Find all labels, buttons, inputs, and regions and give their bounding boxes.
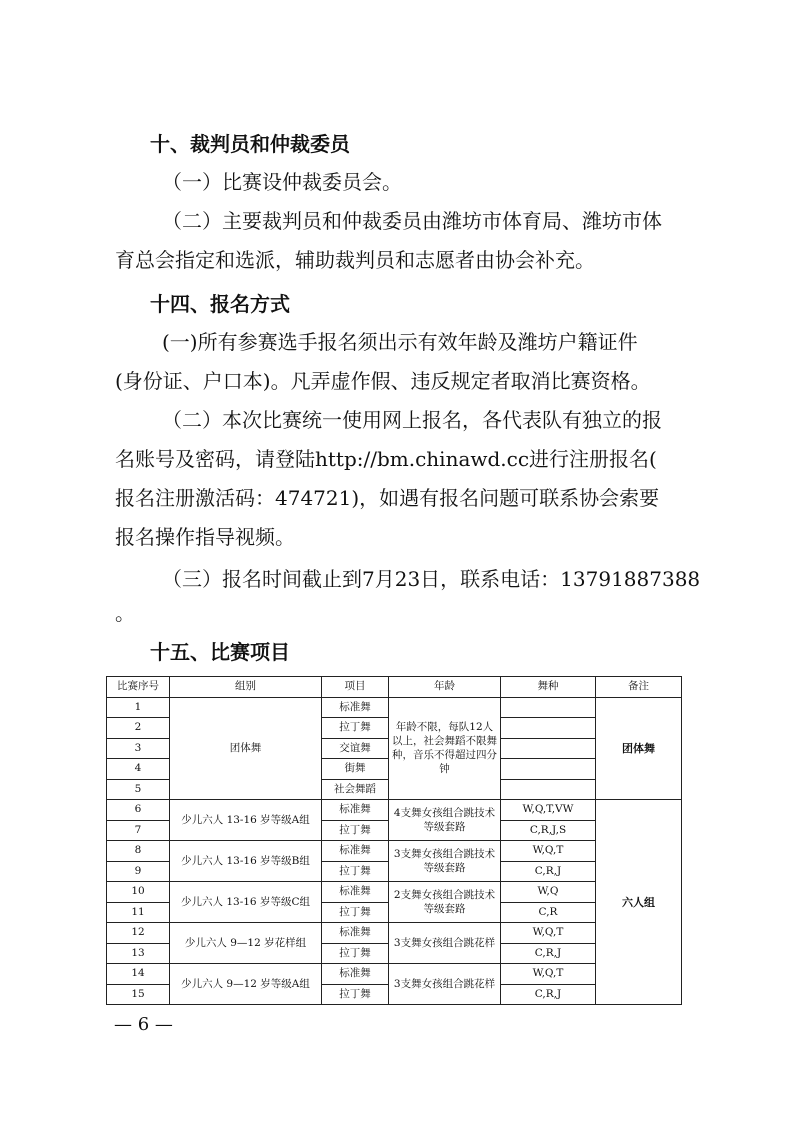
group-cell: 团体舞 [170, 697, 322, 800]
item-cell: 标准舞 [322, 697, 389, 718]
section-14-paragraph-1-line-2: (身份证、户口本)。凡弄虚作假、违反规定者取消比赛资格。 [115, 369, 651, 393]
dance-cell [501, 718, 596, 739]
item-cell: 社会舞蹈 [322, 779, 389, 800]
item-cell: 拉丁舞 [322, 820, 389, 841]
table-row [107, 841, 682, 862]
row-number: 4 [107, 759, 170, 780]
row-number: 5 [107, 779, 170, 800]
row-number: 2 [107, 718, 170, 739]
item-cell: 拉丁舞 [322, 943, 389, 964]
dance-cell: W,Q [501, 882, 596, 903]
dance-cell: C,R,J,S [501, 820, 596, 841]
dance-cell: C,R,J [501, 984, 596, 1005]
age-cell: 3支舞女孩组合跳花样 [389, 964, 501, 1005]
row-number: 1 [107, 697, 170, 718]
section-14-heading: 十四、报名方式 [150, 292, 290, 316]
dance-cell [501, 779, 596, 800]
section-14-paragraph-2-line-2: 名账号及密码，请登陆http://bm.chinawd.cc进行注册报名( [115, 447, 657, 471]
header-note: 备注 [596, 677, 682, 698]
age-cell: 3支舞女孩组合跳花样 [389, 923, 501, 964]
dance-cell [501, 759, 596, 780]
item-cell: 标准舞 [322, 964, 389, 985]
group-cell: 少儿六人 13-16 岁等级B组 [170, 841, 322, 882]
item-cell: 拉丁舞 [322, 861, 389, 882]
dance-cell: C,R,J [501, 943, 596, 964]
item-cell: 标准舞 [322, 923, 389, 944]
item-cell: 拉丁舞 [322, 984, 389, 1005]
section-10-heading: 十、裁判员和仲裁委员 [150, 132, 350, 156]
row-number: 12 [107, 923, 170, 944]
section-14-paragraph-2-line-1: （二）本次比赛统一使用网上报名，各代表队有独立的报 [162, 408, 662, 432]
competition-items-table [106, 676, 682, 1005]
section-14-paragraph-1-line-1: (一)所有参赛选手报名须出示有效年龄及潍坊户籍证件 [162, 330, 638, 354]
item-cell: 标准舞 [322, 800, 389, 821]
table-row [107, 800, 682, 821]
group-cell: 少儿六人 13-16 岁等级A组 [170, 800, 322, 841]
item-cell: 街舞 [322, 759, 389, 780]
table-row [107, 882, 682, 903]
row-number: 14 [107, 964, 170, 985]
age-cell: 2支舞女孩组合跳技术等级套路 [389, 882, 501, 923]
dance-cell: W,Q,T [501, 923, 596, 944]
section-14-paragraph-3-line-1: （三）报名时间截止到7月23日，联系电话：13791887388 [162, 567, 701, 591]
table-row [107, 697, 682, 718]
dance-cell [501, 738, 596, 759]
dance-cell: C,R,J [501, 861, 596, 882]
header-group: 组别 [170, 677, 322, 698]
item-cell: 拉丁舞 [322, 718, 389, 739]
dance-cell: W,Q,T [501, 841, 596, 862]
header-age: 年龄 [389, 677, 501, 698]
item-cell: 交谊舞 [322, 738, 389, 759]
age-cell: 4支舞女孩组合跳技术等级套路 [389, 800, 501, 841]
item-cell: 拉丁舞 [322, 902, 389, 923]
row-number: 15 [107, 984, 170, 1005]
section-14-paragraph-2-line-3: 报名注册激活码：474721)，如遇有报名问题可联系协会索要 [115, 486, 660, 510]
dance-cell: W,Q,T [501, 964, 596, 985]
row-number: 3 [107, 738, 170, 759]
row-number: 10 [107, 882, 170, 903]
row-number: 7 [107, 820, 170, 841]
header-number: 比赛序号 [107, 677, 170, 698]
row-number: 8 [107, 841, 170, 862]
group-cell: 少儿六人 13-16 岁等级C组 [170, 882, 322, 923]
dance-cell: C,R [501, 902, 596, 923]
item-cell: 标准舞 [322, 841, 389, 862]
row-number: 13 [107, 943, 170, 964]
note-cell: 团体舞 [596, 697, 682, 800]
section-10-paragraph-1: （一）比赛设仲裁委员会。 [162, 170, 402, 194]
dance-cell: W,Q,T,VW [501, 800, 596, 821]
section-10-paragraph-2-line-1: （二）主要裁判员和仲裁委员由潍坊市体育局、潍坊市体 [162, 209, 662, 233]
table-row [107, 923, 682, 944]
item-cell: 标准舞 [322, 882, 389, 903]
note-cell: 六人组 [596, 800, 682, 1005]
table-header-row [107, 677, 682, 698]
section-10-paragraph-2-line-2: 育总会指定和选派，辅助裁判员和志愿者由协会补充。 [115, 248, 595, 272]
header-dance: 舞种 [501, 677, 596, 698]
group-cell: 少儿六人 9—12 岁花样组 [170, 923, 322, 964]
section-15-heading: 十五、比赛项目 [150, 640, 290, 664]
dance-cell [501, 697, 596, 718]
header-item: 项目 [322, 677, 389, 698]
table-row [107, 964, 682, 985]
section-14-paragraph-2-line-4: 报名操作指导视频。 [115, 525, 295, 549]
page-number: — 6 — [114, 1014, 173, 1035]
group-cell: 少儿六人 9—12 岁等级A组 [170, 964, 322, 1005]
row-number: 6 [107, 800, 170, 821]
age-cell: 年龄不限，每队12人以上，社会舞蹈不限舞种，音乐不得超过四分钟 [389, 697, 501, 800]
row-number: 11 [107, 902, 170, 923]
section-14-paragraph-3-line-2: 。 [115, 601, 135, 625]
row-number: 9 [107, 861, 170, 882]
age-cell: 3支舞女孩组合跳技术等级套路 [389, 841, 501, 882]
